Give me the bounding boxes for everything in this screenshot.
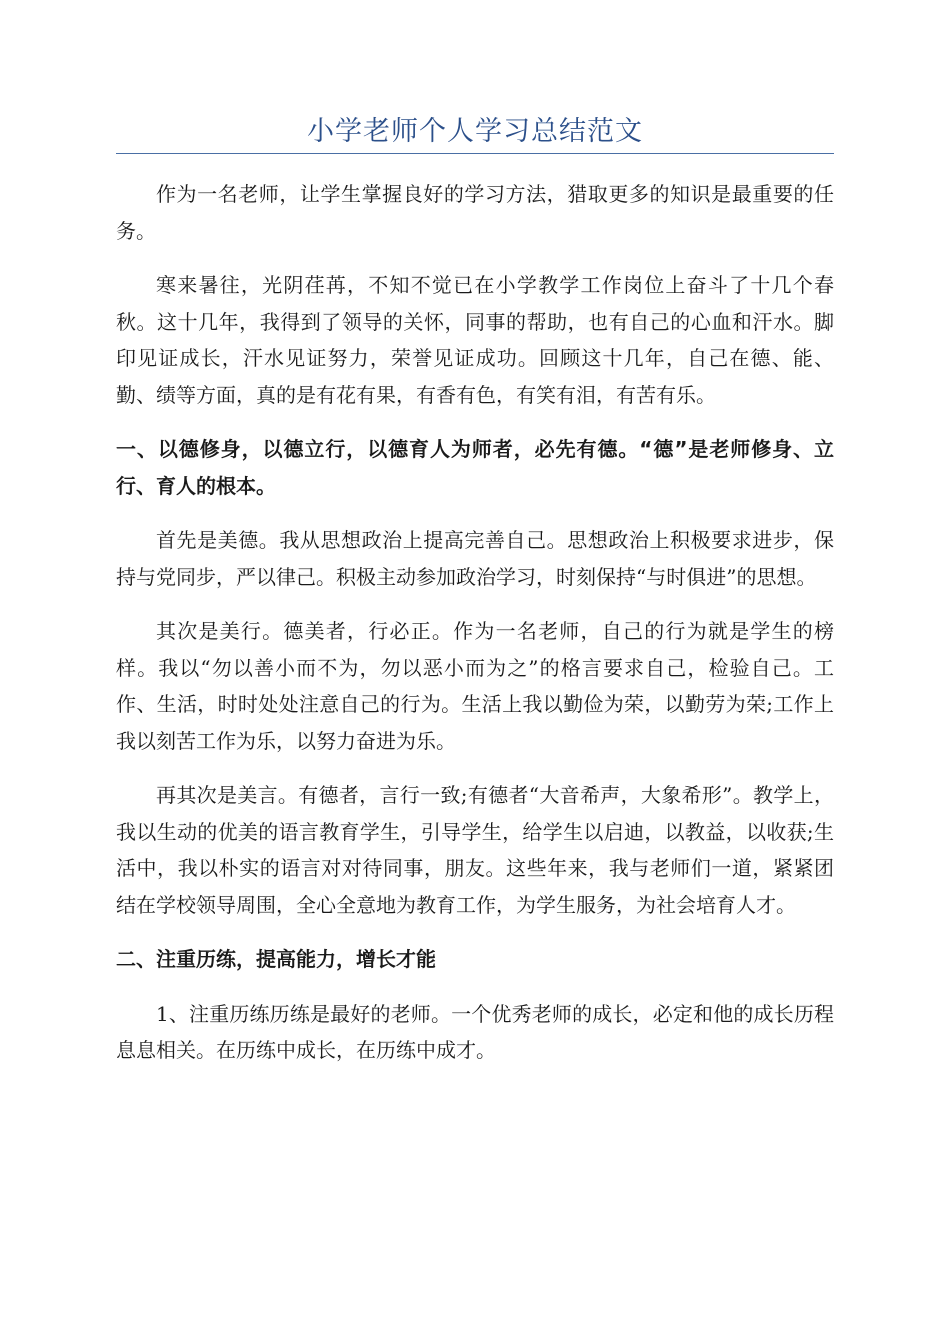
page-title: 小学老师个人学习总结范文 bbox=[307, 116, 643, 147]
document-body bbox=[116, 176, 834, 1087]
paragraph-intro: 作为一名老师，让学生掌握良好的学习方法，猎取更多的知识是最重要的任务。 bbox=[116, 182, 834, 243]
paragraph-speech: 再其次是美言。有德者，言行一致;有德者“大音希声，大象希形”。教学上，我以生动的优美的语言教育学生，引导学生，给学生以启迪，以教益，以收获;生活中，我以朴实的语言对对待同事，朋友。这些年来，我与老师们一道，紧紧团结在学校领导周围，全心全意地为教育工作，为学生服务，为社会培育人才。 bbox=[116, 783, 834, 917]
paragraph-review: 寒来暑往，光阴荏苒，不知不觉已在小学教学工作岗位上奋斗了十几个春秋。这十几年，我得到了领导的关怀，同事的帮助，也有自己的心血和汗水。脚印见证成长，汗水见证努力，荣誉见证成功。回顾这十几年，自己在德、能、勤、绩等方面，真的是有花有果，有香有色，有笑有泪，有苦有乐。 bbox=[116, 273, 834, 407]
paragraph-training: 1、注重历练历练是最好的老师。一个优秀老师的成长，必定和他的成长历程息息相关。在历练中成长，在历练中成才。 bbox=[116, 1001, 834, 1062]
paragraph-virtue: 首先是美德。我从思想政治上提高完善自己。思想政治上积极要求进步，保持与党同步，严以律己。积极主动参加政治学习，时刻保持“与时俱进”的思想。 bbox=[116, 528, 834, 589]
section-heading-1: 一、以德修身，以德立行，以德育人为师者，必先有德。“德”是老师修身、立行、育人的根本。 bbox=[116, 437, 834, 498]
title-underline bbox=[116, 153, 834, 154]
paragraph-conduct: 其次是美行。德美者，行必正。作为一名老师，自己的行为就是学生的榜样。我以“勿以善小而不为，勿以恶小而为之”的格言要求自己，检验自己。工作、生活，时时处处注意自己的行为。生活上我以勤俭为荣，以勤劳为荣;工作上我以刻苦工作为乐，以努力奋进为乐。 bbox=[116, 619, 834, 753]
section-heading-2: 二、注重历练，提高能力，增长才能 bbox=[116, 947, 436, 971]
